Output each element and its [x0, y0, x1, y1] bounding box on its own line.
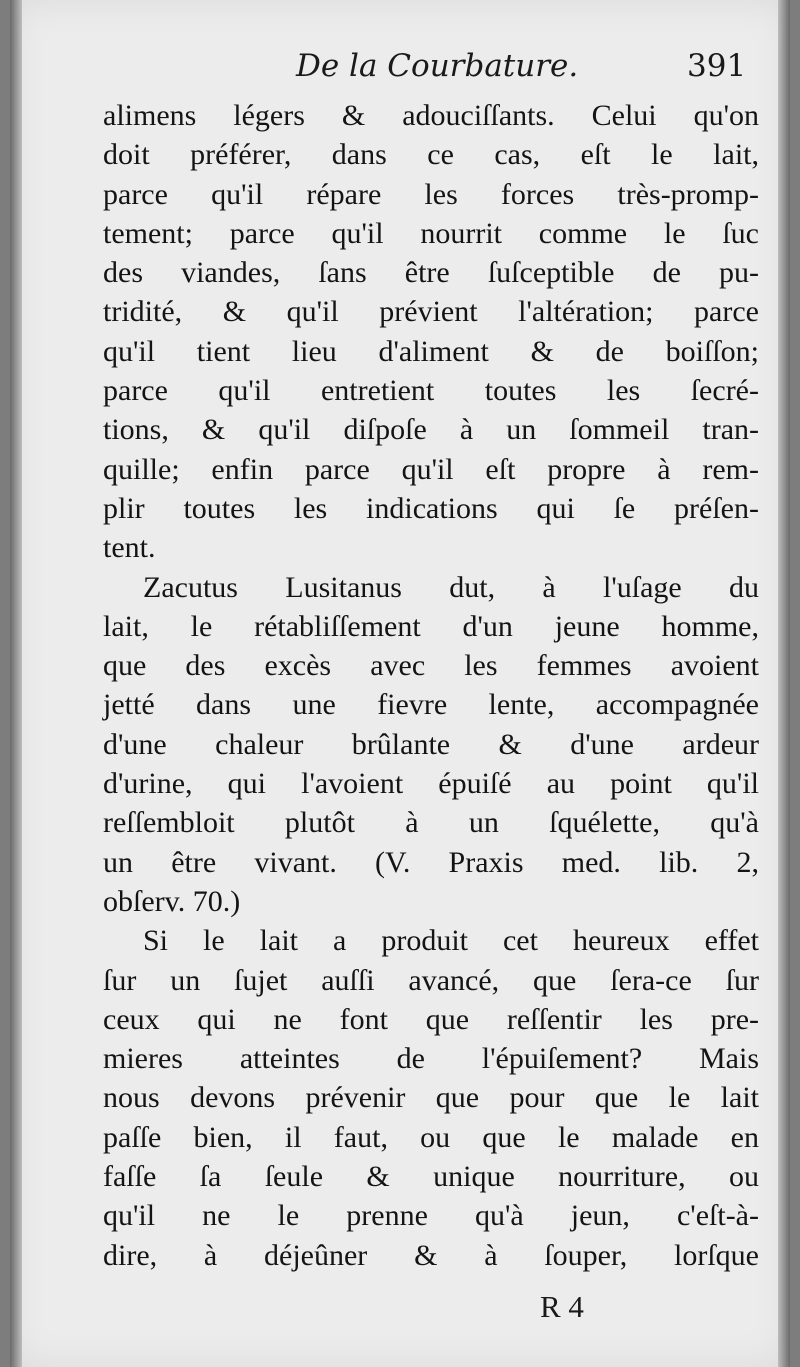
- text-line: ceux qui ne font que reſſentir les pre-: [103, 1002, 759, 1036]
- text-line: parce qu'il répare les forces très-promp-: [103, 177, 759, 211]
- text-line: obſerv. 70.): [103, 884, 241, 918]
- scan-edge-left: [10, 0, 22, 1367]
- text-line: doit préférer, dans ce cas, eſt le lait,: [103, 138, 759, 172]
- text-line: paſſe bien, il faut, ou que le malade en: [103, 1120, 759, 1154]
- scan-edge-right: [778, 0, 790, 1367]
- text-line: tent.: [103, 531, 156, 565]
- text-line: faſſe ſa ſeule & unique nourriture, ou: [103, 1160, 759, 1194]
- text-line: alimens légers & adouciſſants. Celui qu'on: [103, 99, 759, 132]
- page-number: 391: [687, 48, 747, 84]
- text-line: que des excès avec les femmes avoient: [103, 649, 759, 683]
- text-line: tridité, & qu'il prévient l'altération; parce: [103, 295, 759, 329]
- text-line: Zacutus Lusitanus dut, à l'uſage du: [143, 570, 759, 604]
- page-header: [0, 48, 800, 94]
- text-line: reſſembloit plutôt à un ſquélette, qu'à: [103, 806, 759, 840]
- text-line: tement; parce qu'il nourrit comme le ſuc: [103, 216, 759, 250]
- text-line: lait, le rétabliſſement d'un jeune homme,: [103, 609, 759, 643]
- text-line: d'une chaleur brûlante & d'une ardeur: [103, 727, 759, 761]
- text-line: nous devons prévenir que pour que le lait: [103, 1081, 759, 1115]
- text-line: Si le lait a produit cet heureux effet: [143, 924, 759, 958]
- text-line: dire, à déjeûner & à ſouper, lorſque: [103, 1238, 759, 1272]
- text-line: tions, & qu'il diſpoſe à un ſommeil tran-: [103, 413, 759, 447]
- text-line: jetté dans une fievre lente, accompagnée: [103, 688, 759, 722]
- text-line: mieres atteintes de l'épuiſement? Mais: [103, 1042, 759, 1076]
- text-line: ſur un ſujet auſſi avancé, que ſera-ce ſur: [103, 963, 759, 997]
- text-line: des viandes, ſans être ſuſceptible de pu-: [103, 256, 759, 290]
- text-line: qu'il tient lieu d'aliment & de boiſſon;: [103, 334, 759, 368]
- text-line: parce qu'il entretient toutes les ſecré-: [103, 374, 759, 408]
- running-title: De la Courbature.: [296, 48, 579, 84]
- text-line: qu'il ne le prenne qu'à jeun, c'eſt-à-: [103, 1199, 759, 1233]
- text-line: d'urine, qui l'avoient épuiſé au point qu'il: [103, 767, 759, 801]
- text-line: quille; enfin parce qu'il eſt propre à rem-: [103, 452, 759, 486]
- text-line: plir toutes les indications qui ſe préſen-: [103, 491, 759, 525]
- signature-mark: R 4: [540, 1289, 584, 1324]
- text-line: un être vivant. (V. Praxis med. lib. 2,: [103, 845, 759, 879]
- body-text: [103, 96, 759, 1275]
